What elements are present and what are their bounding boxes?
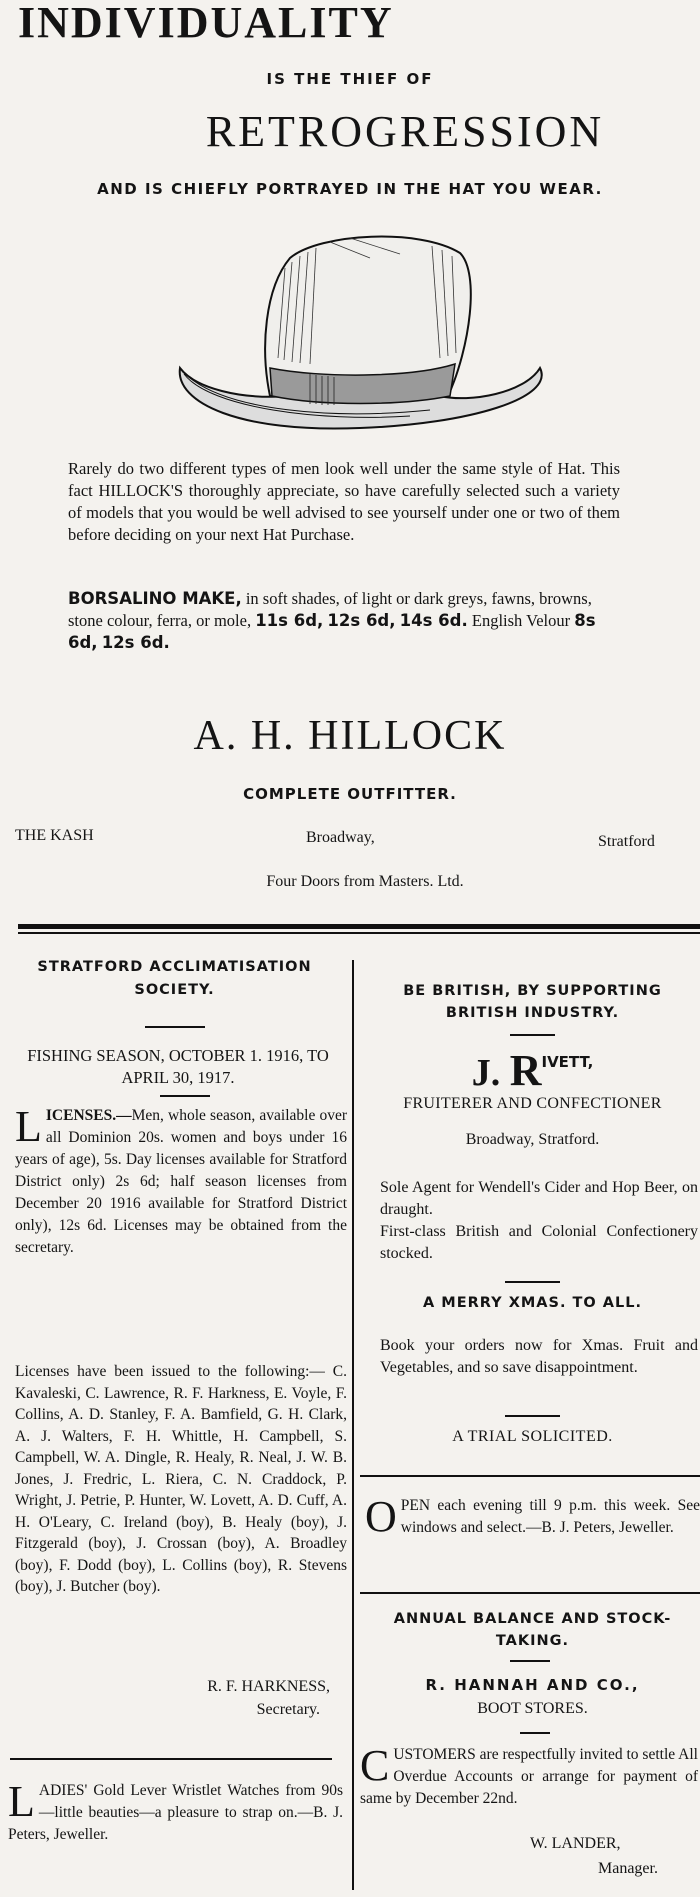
- section-divider-thin: [18, 932, 700, 934]
- hannah-name: R. HANNAH AND CO.,: [425, 1676, 640, 1694]
- rivett-name: [365, 1040, 700, 1095]
- hat-ad-body: Rarely do two different types of men look well under the same style of Hat. This fact HILLOCK'S thoroughly appreciate, so have carefully selected such a variety of models that you would be well advised to see yourself under one or two of them before deciding on your next Hat Purchase.: [68, 459, 620, 544]
- licenses-paragraph: [15, 1102, 347, 1259]
- rivett-initial: J.: [471, 1052, 501, 1094]
- hannah-title-line-1: ANNUAL BALANCE AND STOCK-: [393, 1611, 672, 1627]
- society-title-line-1: STRATFORD ACCLIMATISATION: [37, 959, 312, 975]
- merry-xmas: A MERRY XMAS. TO ALL.: [423, 1295, 642, 1311]
- headline-individuality: INDIVIDUALITY: [18, 0, 394, 47]
- customers-dropcap: C: [360, 1741, 390, 1790]
- right-divider: [360, 1592, 700, 1594]
- borsalino-price-2: 12s 6d,: [327, 611, 396, 630]
- ladies-watches-ad: [8, 1777, 343, 1846]
- rivett-address: Broadway, Stratford.: [465, 1131, 600, 1148]
- society-title: [12, 956, 337, 1002]
- short-rule: [505, 1281, 560, 1283]
- manager-title: Manager.: [598, 1860, 658, 1877]
- licenses-dropcap: L: [15, 1102, 42, 1151]
- ladies-dropcap: L: [8, 1777, 35, 1826]
- address-middle: Broadway,: [306, 829, 375, 846]
- hannah-title: [365, 1608, 700, 1652]
- open-dropcap: O: [365, 1492, 397, 1541]
- first-class: First-class British and Colonial Confectionery stocked.: [380, 1223, 698, 1262]
- british-slogan-line-2: BRITISH INDUSTRY.: [445, 1005, 620, 1021]
- rivett-big-letter: R: [509, 1046, 542, 1095]
- right-divider: [360, 1475, 700, 1477]
- rivett-trade: FRUITERER AND CONFECTIONER: [403, 1095, 662, 1112]
- hannah-title-line-2: TAKING.: [495, 1633, 570, 1649]
- ladies-text: ADIES' Gold Lever Wristlet Watches from 90s—little beauties—a pleasure to strap on.—B. J. Peters, Jeweller.: [8, 1782, 343, 1843]
- secretary-title: Secretary.: [256, 1701, 320, 1718]
- customers-notice: [360, 1741, 698, 1810]
- left-divider: [10, 1758, 332, 1760]
- hannah-trade: BOOT STORES.: [477, 1700, 588, 1717]
- british-slogan: [365, 980, 700, 1024]
- velour-price-1: 8s 6d,: [68, 611, 596, 652]
- address-right: Stratford: [598, 833, 655, 850]
- address-left: THE KASH: [15, 827, 94, 844]
- velour-price-2: 12s 6d.: [101, 633, 170, 652]
- short-rule: [145, 1026, 205, 1028]
- borsalino-text: in soft shades, of light or dark greys, fawns, browns, stone colour, ferra, or mole,: [68, 589, 592, 630]
- licenses-issued: Licenses have been issued to the following:— C. Kavaleski, C. Lawrence, R. F. Harkness, E. Voyle, F. Collins, A. D. Stanley, F. A. Bamfield, G. H. Clark, A. J. Walters, F. H. Whittle, H. Campbell, S. Campbell, W. A. Dingle, R. Healy, R. Neal, J. W. B. Jones, J. Fredric, L. Riera, C. N. Craddock, P. Wright, J. Petrie, P. Hunter, W. Lovett, A. D. Cuff, A. H. O'Leary, C. Ireland (boy), B. Healy (boy), J. Fitzgerald (boy), J. Crossan (boy), A. Broadley (boy), F. Dodd (boy), L. Collins (boy), R. Stevens (boy), J. Butcher (boy).: [15, 1363, 347, 1595]
- headline-chiefly-portrayed: AND IS CHIEFLY PORTRAYED IN THE HAT YOU WEAR.: [97, 180, 603, 198]
- customers-text: USTOMERS are respectfully invited to settle All Overdue Accounts or arrange for payment of same by December 22nd.: [360, 1746, 698, 1807]
- borsalino-price-1: 11s 6d,: [255, 611, 324, 630]
- short-rule: [520, 1732, 550, 1734]
- manager-name: W. LANDER,: [530, 1835, 621, 1852]
- rivett-details: [380, 1177, 698, 1265]
- british-slogan-line-1: BE BRITISH, BY SUPPORTING: [403, 983, 662, 999]
- open-text: PEN each evening till 9 p.m. this week. See windows and select.—B. J. Peters, Jeweller.: [400, 1497, 700, 1536]
- headline-thief-of: IS THE THIEF OF: [266, 70, 434, 88]
- headline-retrogression: RETROGRESSION: [205, 107, 605, 156]
- licenses-text: Men, whole season, available over all Dominion 20s. women and boys under 16 years of age), 5s. Day licenses available for Stratford District only) 2s 6d; half season licenses from December 20 1916 available for Stratford District only), 12s 6d. Licenses may be obtained from the secretary.: [15, 1107, 347, 1256]
- borsalino-price-3: 14s 6d.: [399, 611, 468, 630]
- short-rule: [505, 1415, 560, 1417]
- book-orders: Book your orders now for Xmas. Fruit and Vegetables, and so save disappointment.: [380, 1337, 698, 1376]
- open-evening-ad: [365, 1492, 700, 1541]
- society-title-line-2: SOCIETY.: [134, 982, 215, 998]
- short-rule: [160, 1095, 210, 1097]
- rivett-rest: IVETT,: [541, 1053, 594, 1071]
- felt-hat-icon: [170, 228, 560, 443]
- velour-label: English Velour: [471, 611, 571, 630]
- short-rule: [510, 1660, 550, 1662]
- merchant-name: A. H. HILLOCK: [193, 713, 507, 759]
- borsalino-paragraph: [68, 588, 620, 654]
- section-divider-thick: [18, 924, 700, 929]
- licenses-head: ICENSES.—: [45, 1107, 132, 1124]
- merchant-trade: COMPLETE OUTFITTER.: [243, 785, 457, 803]
- address-note: Four Doors from Masters. Ltd.: [266, 873, 464, 890]
- short-rule: [510, 1034, 555, 1036]
- secretary-name: R. F. HARKNESS,: [207, 1678, 330, 1695]
- column-divider: [352, 960, 354, 1890]
- borsalino-label: BORSALINO MAKE,: [68, 589, 242, 608]
- sole-agent: Sole Agent for Wendell's Cider and Hop Beer, on draught.: [380, 1179, 698, 1218]
- fishing-season: FISHING SEASON, OCTOBER 1. 1916, TO APRIL 30, 1917.: [27, 1046, 329, 1087]
- trial-solicited: A TRIAL SOLICITED.: [452, 1428, 613, 1445]
